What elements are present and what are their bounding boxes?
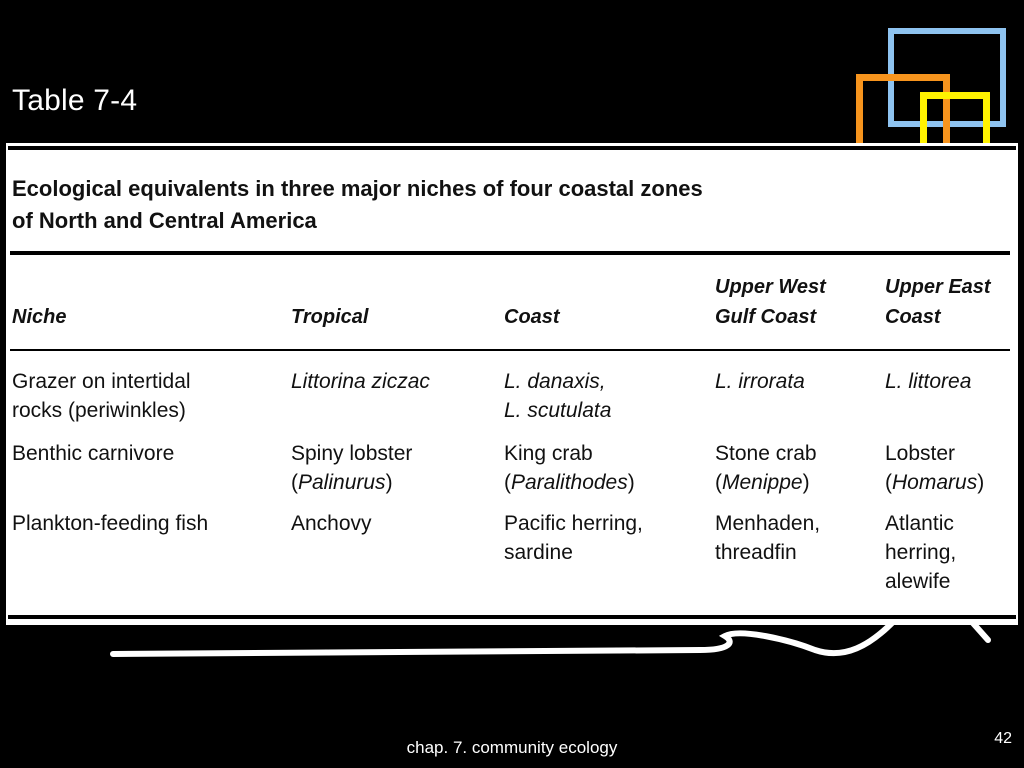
row2-upper-west-common-name: Stone crab <box>715 442 817 465</box>
row1-upper-west: L. irrorata <box>715 370 805 393</box>
row3-upper-east-line-2: herring, <box>885 541 957 564</box>
row1-coast-line-1: L. danaxis, <box>504 370 606 393</box>
row1-niche-line-2: rocks (periwinkles) <box>12 399 186 422</box>
row2-upper-east-genus: Homarus <box>892 471 978 494</box>
paren-open: ( <box>885 471 892 494</box>
row3-niche: Plankton-feeding fish <box>12 512 209 535</box>
paren-close: ) <box>627 471 635 494</box>
row3-upper-west-line-2: threadfin <box>715 541 797 564</box>
header-tropical: Tropical <box>291 306 369 328</box>
row3-upper-east-line-3: alewife <box>885 570 951 593</box>
header-upper-east-line-2: Coast <box>885 306 941 328</box>
paren-open: ( <box>715 471 722 494</box>
row2-upper-east-common-name: Lobster <box>885 442 956 465</box>
row3-coast-line-1: Pacific herring, <box>504 512 643 535</box>
caption-line-1: Ecological equivalents in three major niches of four coastal zones <box>12 176 703 201</box>
row2-niche: Benthic carnivore <box>12 442 175 465</box>
row3-upper-west-line-1: Menhaden, <box>715 512 821 535</box>
header-upper-west-line-2: Gulf Coast <box>715 306 817 328</box>
row2-coast-common-name: King crab <box>504 442 593 465</box>
row1-niche-line-1: Grazer on intertidal <box>12 370 191 393</box>
row2-coast-genus: Paralithodes <box>511 471 628 494</box>
header-coast: Coast <box>504 306 560 328</box>
row3-tropical: Anchovy <box>291 512 372 535</box>
row3-coast-line-2: sardine <box>504 541 573 564</box>
paren-open: ( <box>291 471 298 494</box>
slide-footer: chap. 7. community ecology <box>406 738 618 757</box>
scribble-tick <box>972 622 988 640</box>
paren-close: ) <box>385 471 393 494</box>
paren-close: ) <box>802 471 810 494</box>
row2-upper-west-genus: Menippe <box>722 471 803 494</box>
header-upper-west-line-1: Upper West <box>715 276 826 298</box>
row3-upper-east-line-1: Atlantic <box>885 512 954 535</box>
row1-tropical: Littorina ziczac <box>291 370 430 393</box>
row1-coast-line-2: L. scutulata <box>504 399 612 422</box>
page-number: 42 <box>994 730 1012 747</box>
row2-tropical-genus: Palinurus <box>298 471 386 494</box>
row1-upper-east: L. littorea <box>885 370 972 393</box>
paren-open: ( <box>504 471 511 494</box>
scribble-stroke <box>113 622 893 654</box>
caption-line-2: of North and Central America <box>12 208 317 233</box>
row2-tropical-common-name: Spiny lobster <box>291 442 413 465</box>
slide-title: Table 7-4 <box>12 84 138 117</box>
paren-close: ) <box>977 471 985 494</box>
header-niche: Niche <box>12 306 67 328</box>
header-upper-east-line-1: Upper East <box>885 276 991 298</box>
